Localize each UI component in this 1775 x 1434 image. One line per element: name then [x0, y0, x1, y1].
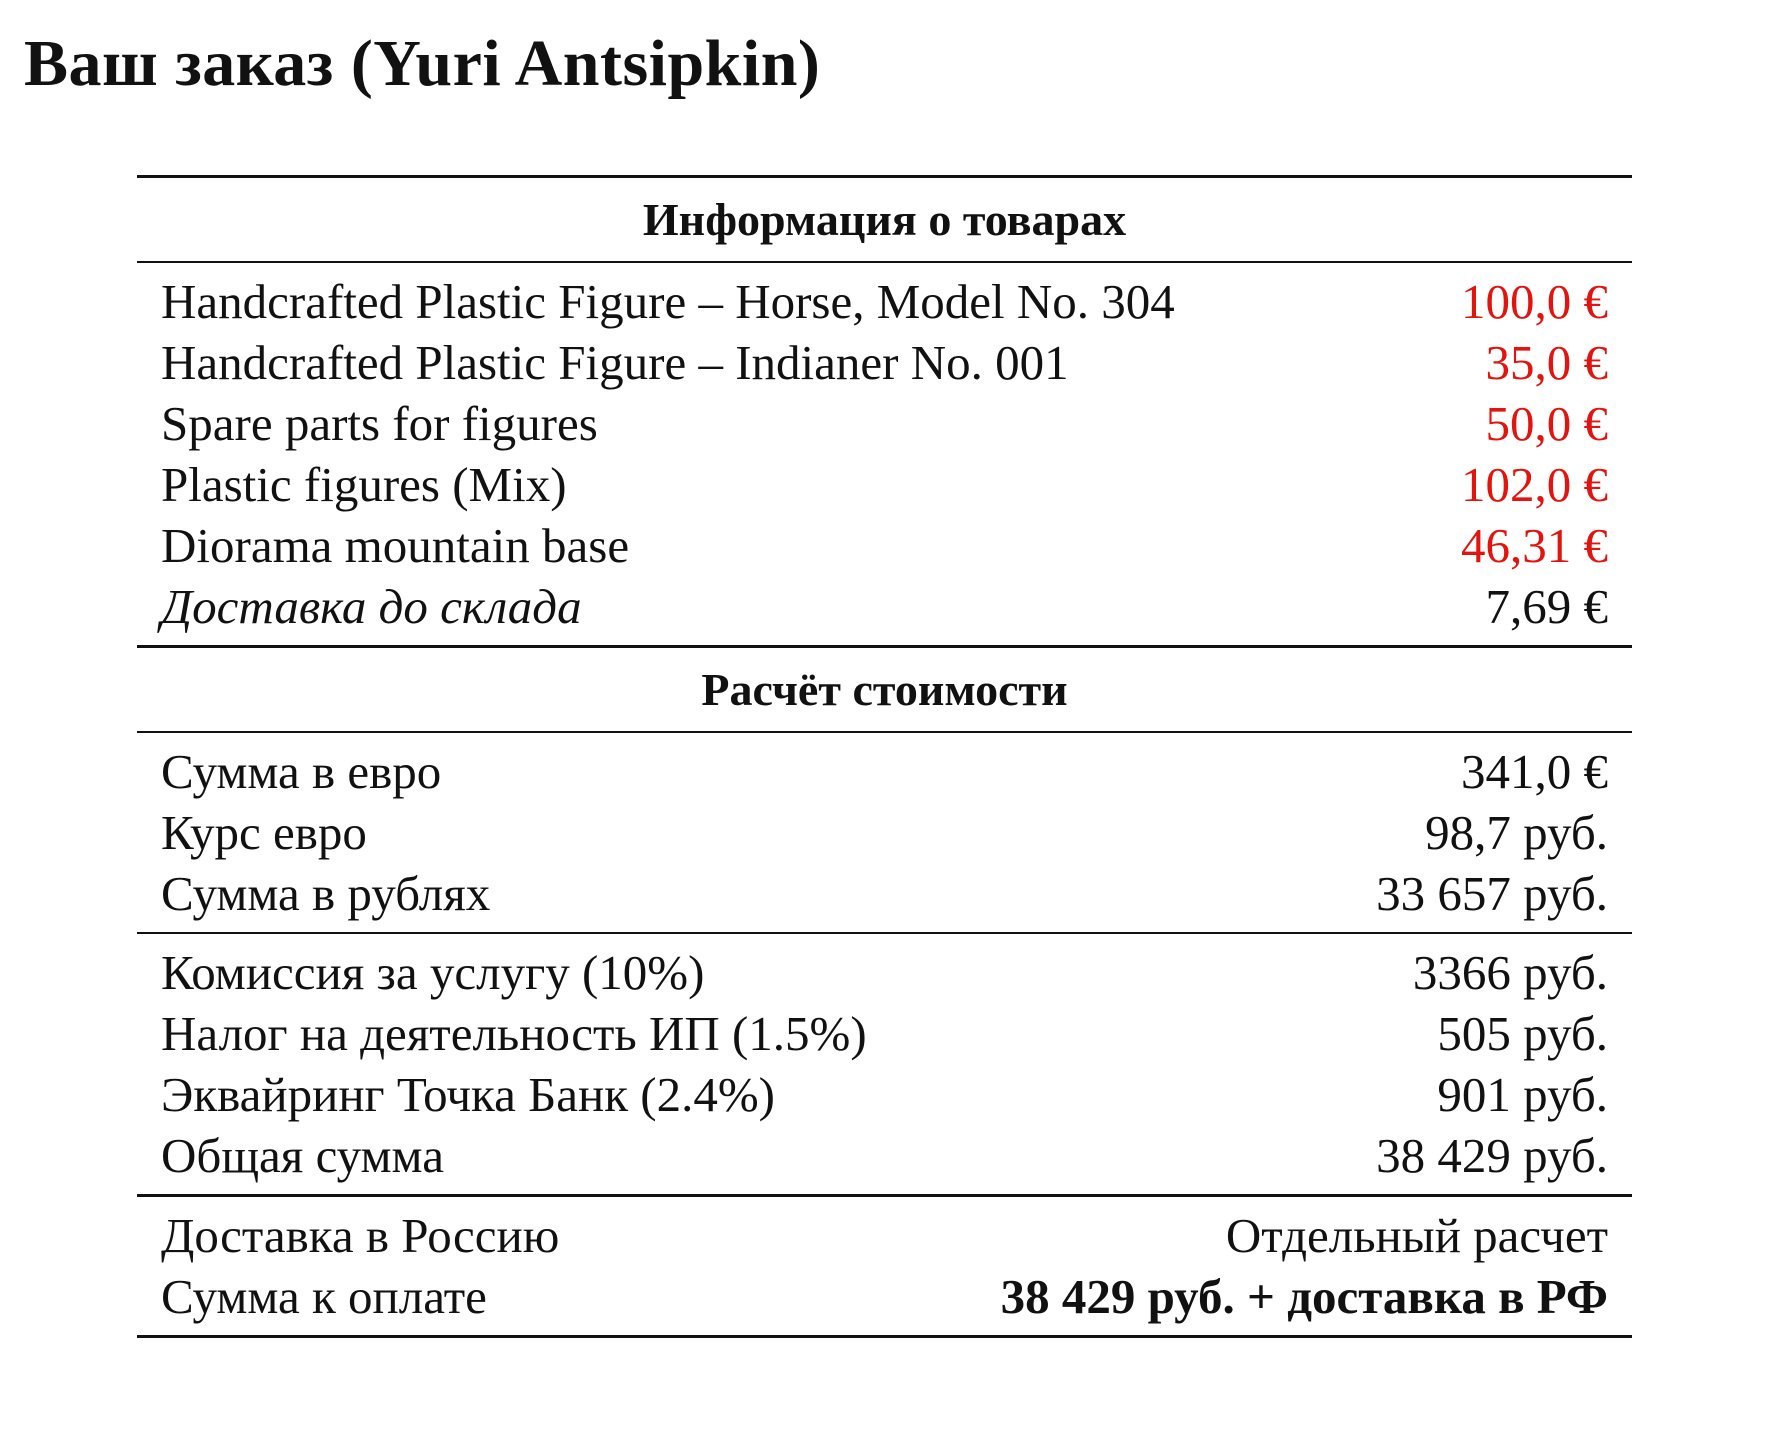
shipping-to-warehouse-value: 7,69 €	[1485, 579, 1608, 634]
item-price: 50,0 €	[1485, 396, 1608, 451]
delivery-russia-value: Отдельный расчет	[1225, 1208, 1608, 1263]
payable-label: Сумма к оплате	[161, 1269, 487, 1324]
tax-label: Налог на деятельность ИП (1.5%)	[161, 1006, 867, 1061]
fees-list	[137, 934, 1632, 1194]
item-name: Plastic figures (Mix)	[161, 457, 567, 512]
sum-euro-value: 341,0 €	[1461, 744, 1608, 799]
calculation-section-heading: Расчёт стоимости	[701, 664, 1068, 715]
items-list	[137, 263, 1632, 645]
item-name: Diorama mountain base	[161, 518, 630, 573]
acquiring-value: 901 руб.	[1437, 1067, 1608, 1122]
sum-euro-label: Сумма в евро	[161, 744, 442, 799]
item-row	[137, 271, 1632, 332]
acquiring-label: Эквайринг Точка Банк (2.4%)	[161, 1067, 775, 1122]
delivery-russia-label: Доставка в Россию	[161, 1208, 560, 1263]
service-fee-value: 3366 руб.	[1412, 945, 1608, 1000]
item-row	[137, 454, 1632, 515]
sum-rubles-value: 33 657 руб.	[1376, 866, 1608, 921]
bottom-rule	[137, 1335, 1632, 1338]
payable-row	[137, 1266, 1632, 1327]
final-list	[137, 1197, 1632, 1335]
item-name: Handcrafted Plastic Figure – Indianer No. 001	[161, 335, 1069, 390]
item-row	[137, 393, 1632, 454]
item-name: Spare parts for figures	[161, 396, 598, 451]
sum-euro-row	[137, 741, 1632, 802]
tax-row	[137, 1003, 1632, 1064]
item-price: 46,31 €	[1461, 518, 1608, 573]
payable-value: 38 429 руб. + доставка в РФ	[1000, 1269, 1608, 1324]
sum-rubles-row	[137, 863, 1632, 924]
item-row	[137, 332, 1632, 393]
conversion-list	[137, 733, 1632, 932]
sum-rubles-label: Сумма в рублях	[161, 866, 491, 921]
service-fee-label: Комиссия за услугу (10%)	[161, 945, 705, 1000]
item-price: 35,0 €	[1485, 335, 1608, 390]
euro-rate-row	[137, 802, 1632, 863]
delivery-russia-row	[137, 1205, 1632, 1266]
euro-rate-label: Курс евро	[161, 805, 367, 860]
service-fee-row	[137, 942, 1632, 1003]
total-value: 38 429 руб.	[1376, 1128, 1608, 1183]
page-title: Ваш заказ (Yuri Antsipkin)	[24, 27, 821, 100]
item-row	[137, 515, 1632, 576]
order-table	[137, 175, 1632, 1338]
tax-value: 505 руб.	[1437, 1006, 1608, 1061]
acquiring-row	[137, 1064, 1632, 1125]
items-section-heading: Информация о товарах	[642, 194, 1127, 245]
total-row	[137, 1125, 1632, 1186]
shipping-to-warehouse-label: Доставка до склада	[161, 579, 582, 634]
shipping-to-warehouse-row	[137, 576, 1632, 637]
euro-rate-value: 98,7 руб.	[1425, 805, 1608, 860]
item-name: Handcrafted Plastic Figure – Horse, Model No. 304	[161, 274, 1175, 329]
total-label: Общая сумма	[161, 1128, 444, 1183]
item-price: 100,0 €	[1461, 274, 1608, 329]
item-price: 102,0 €	[1461, 457, 1608, 512]
